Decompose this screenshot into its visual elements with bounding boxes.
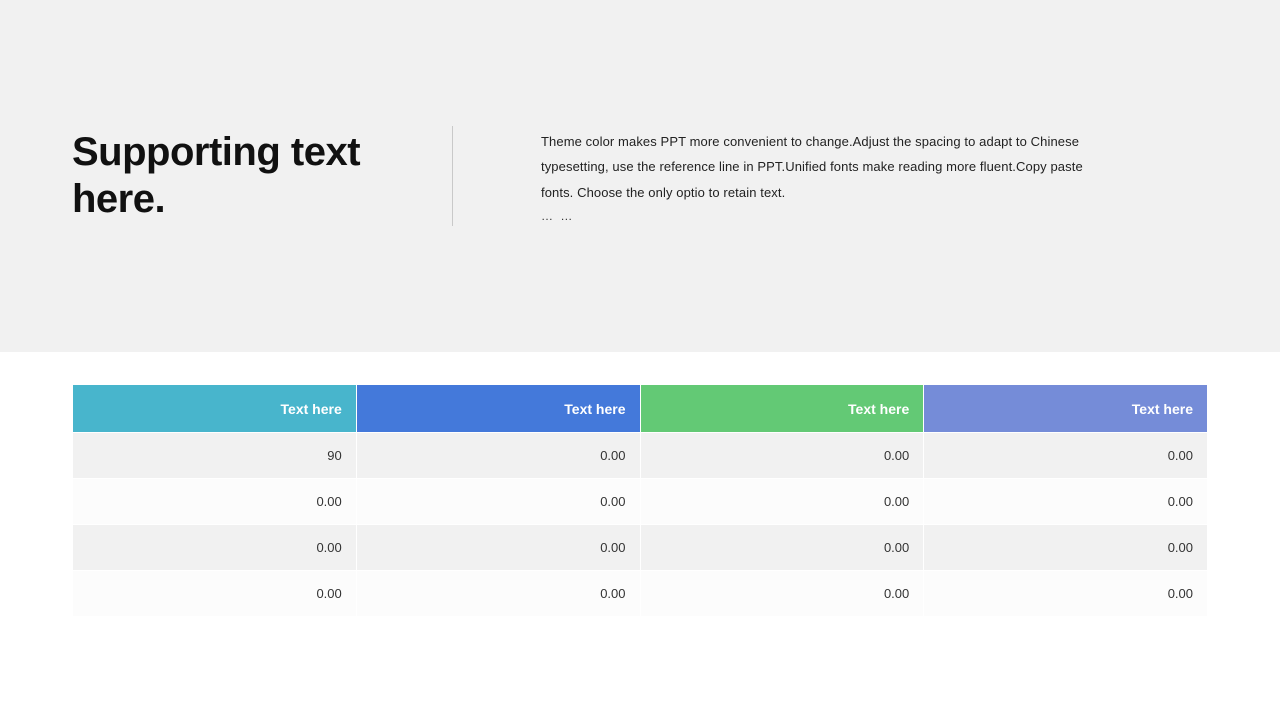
data-table — [72, 384, 1208, 617]
table-cell: 0.00 — [356, 433, 640, 479]
table-cell: 0.00 — [73, 525, 357, 571]
table-cell: 0.00 — [640, 433, 924, 479]
table-column-header[interactable]: Text here — [924, 385, 1208, 433]
table-header-row — [73, 385, 1208, 433]
table-cell: 0.00 — [356, 571, 640, 617]
hero-ellipsis: … … — [541, 209, 575, 224]
table-cell: 0.00 — [73, 571, 357, 617]
table-cell: 0.00 — [356, 525, 640, 571]
table-row — [73, 479, 1208, 525]
table-cell: 0.00 — [924, 479, 1208, 525]
table-cell: 0.00 — [640, 479, 924, 525]
table-cell: 0.00 — [73, 479, 357, 525]
table-cell: 90 — [73, 433, 357, 479]
table-cell: 0.00 — [924, 433, 1208, 479]
hero-section — [0, 0, 1280, 352]
hero-body — [453, 78, 1208, 274]
table-section — [0, 352, 1280, 617]
table-row — [73, 433, 1208, 479]
table-column-header[interactable]: Text here — [640, 385, 924, 433]
hero-paragraph: Theme color makes PPT more convenient to change.Adjust the spacing to adapt to Chinese typesetting, use the reference line in PPT.Unified fonts make reading more fluent.Copy paste fonts. Choose the only optio to retain text. — [541, 133, 1083, 200]
table-cell: 0.00 — [924, 571, 1208, 617]
table-cell: 0.00 — [924, 525, 1208, 571]
page-title: Supporting text here. — [72, 129, 361, 221]
table-body — [73, 433, 1208, 617]
table-cell: 0.00 — [640, 525, 924, 571]
table-column-header[interactable]: Text here — [73, 385, 357, 433]
table-row — [73, 525, 1208, 571]
table-column-header[interactable]: Text here — [356, 385, 640, 433]
table-cell: 0.00 — [640, 571, 924, 617]
table-header — [73, 385, 1208, 433]
table-cell: 0.00 — [356, 479, 640, 525]
table-row — [73, 571, 1208, 617]
hero-inner — [0, 78, 1280, 274]
